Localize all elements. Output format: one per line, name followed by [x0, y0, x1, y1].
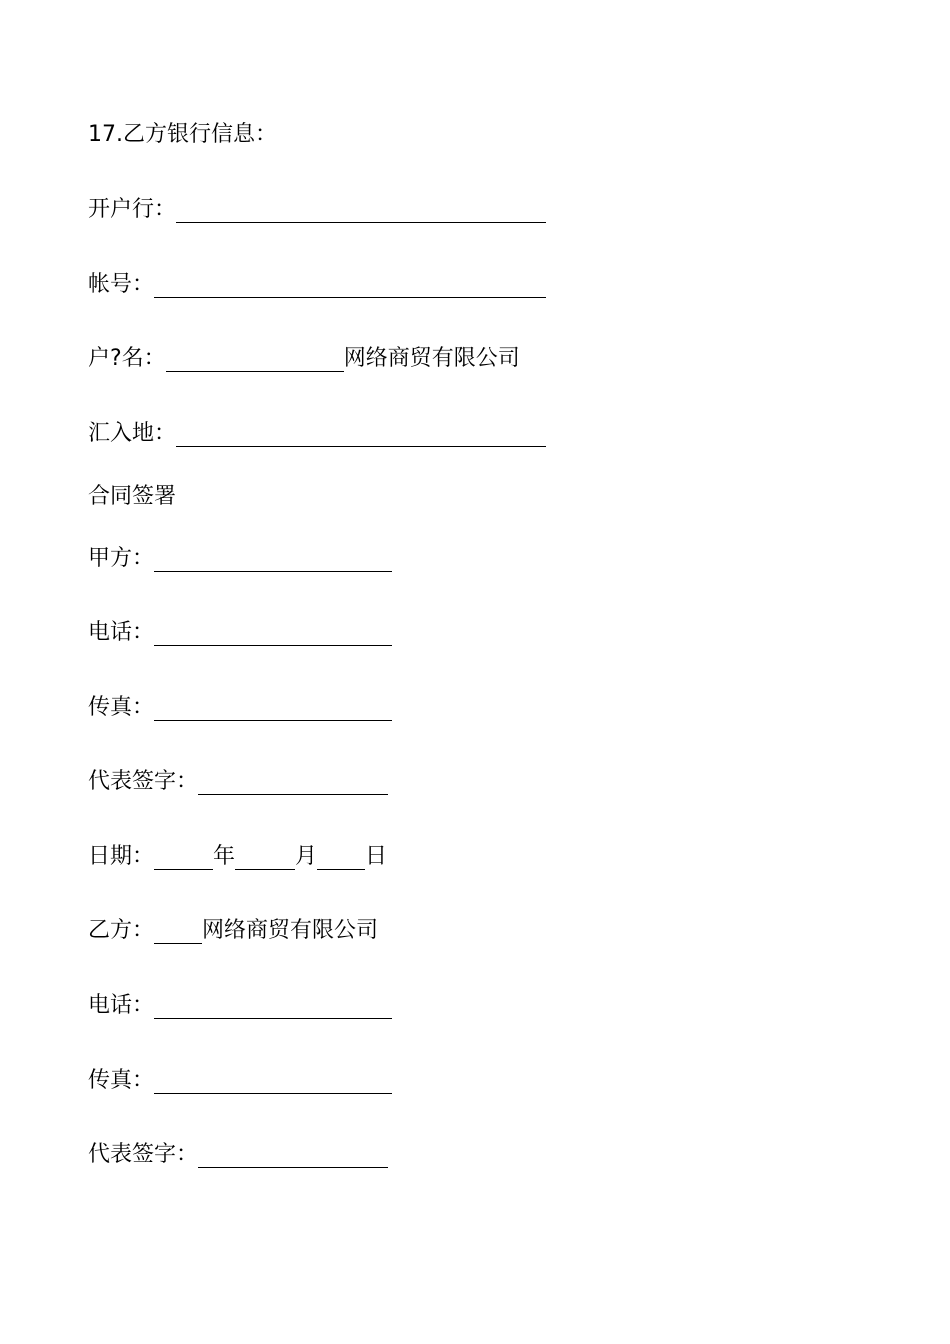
party-b-fax-blank[interactable]	[154, 1069, 392, 1094]
party-b-row	[88, 916, 378, 946]
party-a-date-row	[88, 842, 387, 872]
account-name-label: 户?名：	[88, 346, 166, 371]
signing-heading-row	[88, 482, 176, 512]
section-title	[88, 120, 277, 150]
remit-location-label: 汇入地：	[88, 421, 177, 446]
party-a-fax-row	[88, 693, 392, 723]
remit-location-blank[interactable]	[176, 422, 546, 447]
account-name-row	[88, 344, 520, 374]
party-a-fax-label: 传真：	[88, 695, 155, 720]
party-a-blank[interactable]	[154, 547, 392, 572]
date-year-blank[interactable]	[154, 845, 213, 870]
section-title-text: 17.乙方银行信息：	[88, 122, 277, 147]
signing-heading: 合同签署	[88, 484, 177, 509]
opening-bank-blank[interactable]	[176, 198, 546, 223]
party-b-rep-label: 代表签字：	[88, 1142, 199, 1167]
party-b-fax-row	[88, 1066, 392, 1096]
party-a-phone-row	[88, 618, 392, 648]
party-b-blank[interactable]	[154, 919, 202, 944]
date-label: 日期：	[88, 844, 155, 869]
party-b-phone-row	[88, 991, 392, 1021]
party-b-label: 乙方：	[88, 918, 155, 943]
account-name-suffix: 网络商贸有限公司	[343, 346, 520, 371]
opening-bank-label: 开户行：	[88, 197, 177, 222]
party-a-rep-row	[88, 767, 388, 797]
date-day-blank[interactable]	[317, 845, 365, 870]
date-month-blank[interactable]	[235, 845, 295, 870]
party-a-label: 甲方：	[88, 546, 155, 571]
party-b-phone-label: 电话：	[88, 993, 155, 1018]
party-b-rep-blank[interactable]	[198, 1143, 388, 1168]
party-a-rep-blank[interactable]	[198, 770, 388, 795]
remit-location-row	[88, 419, 546, 449]
opening-bank-row	[88, 195, 546, 225]
party-a-phone-blank[interactable]	[154, 621, 392, 646]
party-b-phone-blank[interactable]	[154, 994, 392, 1019]
party-a-row	[88, 544, 392, 574]
date-year-label: 年	[213, 844, 236, 869]
party-b-fax-label: 传真：	[88, 1068, 155, 1093]
party-a-fax-blank[interactable]	[154, 696, 392, 721]
date-month-label: 月	[295, 844, 318, 869]
account-label: 帐号：	[88, 272, 155, 297]
account-name-blank[interactable]	[166, 347, 344, 372]
party-b-rep-row	[88, 1140, 388, 1170]
party-a-rep-label: 代表签字：	[88, 769, 199, 794]
date-day-label: 日	[365, 844, 388, 869]
party-b-name-suffix: 网络商贸有限公司	[202, 918, 379, 943]
account-blank[interactable]	[154, 273, 546, 298]
party-a-phone-label: 电话：	[88, 620, 155, 645]
account-row	[88, 270, 546, 300]
